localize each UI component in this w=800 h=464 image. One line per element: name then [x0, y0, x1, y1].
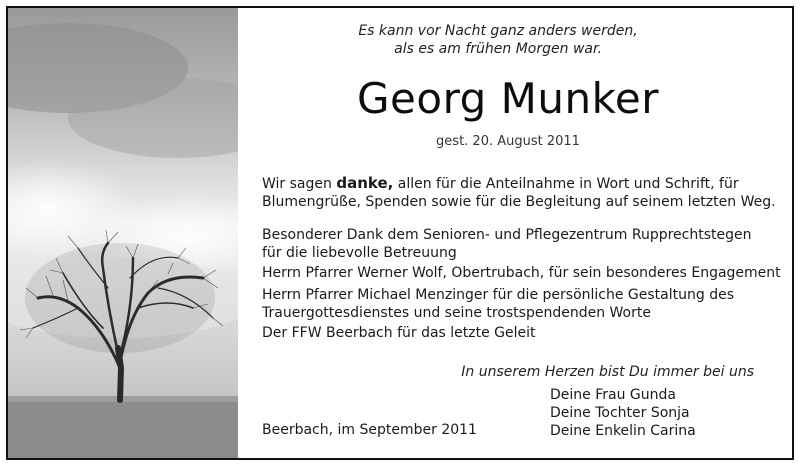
- special-thanks-care-line-2: für die liebevolle Betreuung: [262, 245, 457, 261]
- thanks-line-2: Blumengrüße, Spenden sowie für die Begleitung auf seinem letzten Weg.: [262, 194, 776, 210]
- thanks-paragraph: [262, 174, 782, 211]
- thanks-keyword: danke,: [336, 174, 394, 192]
- family-member: Deine Frau Gunda: [550, 387, 676, 403]
- family-signatures: [550, 386, 696, 440]
- tree-illustration: [8, 8, 238, 458]
- thanks-line-1-rest: allen für die Anteilnahme in Wort und Schrift, für: [393, 176, 739, 192]
- special-thanks-care: [262, 226, 782, 262]
- motto-line-1: Es kann vor Nacht ganz anders werden,: [358, 23, 638, 39]
- death-date: gest. 20. August 2011: [436, 134, 580, 149]
- obituary-notice: [6, 6, 794, 460]
- special-thanks-care-line-1: Besonderer Dank dem Senioren- und Pflegezentrum Rupprechtstegen: [262, 227, 752, 243]
- pastor-menzinger-line-2: Trauergottesdienstes und seine trostspendenden Worte: [262, 305, 651, 321]
- motto: [238, 22, 758, 58]
- pastor-menzinger-line-1: Herrn Pfarrer Michael Menzinger für die persönliche Gestaltung des: [262, 287, 734, 303]
- thanks-line-1: [262, 174, 782, 193]
- notice-content: [238, 8, 792, 458]
- deceased-name: Georg Munker: [356, 74, 660, 123]
- thanks-prefix: Wir sagen: [262, 176, 337, 192]
- tree-photo: [8, 8, 238, 458]
- heart-line: In unserem Herzen bist Du immer bei uns: [461, 364, 754, 380]
- place-date: Beerbach, im September 2011: [262, 422, 477, 438]
- family-member: Deine Tochter Sonja: [550, 405, 690, 421]
- special-thanks-ffw: Der FFW Beerbach für das letzte Geleit: [262, 325, 536, 341]
- family-member: Deine Enkelin Carina: [550, 423, 696, 439]
- special-thanks-pastor-wolf: Herrn Pfarrer Werner Wolf, Obertrubach, für sein besonderes Engagement: [262, 265, 781, 281]
- motto-line-2: als es am frühen Morgen war.: [394, 41, 602, 57]
- special-thanks-pastor-menzinger: [262, 286, 782, 322]
